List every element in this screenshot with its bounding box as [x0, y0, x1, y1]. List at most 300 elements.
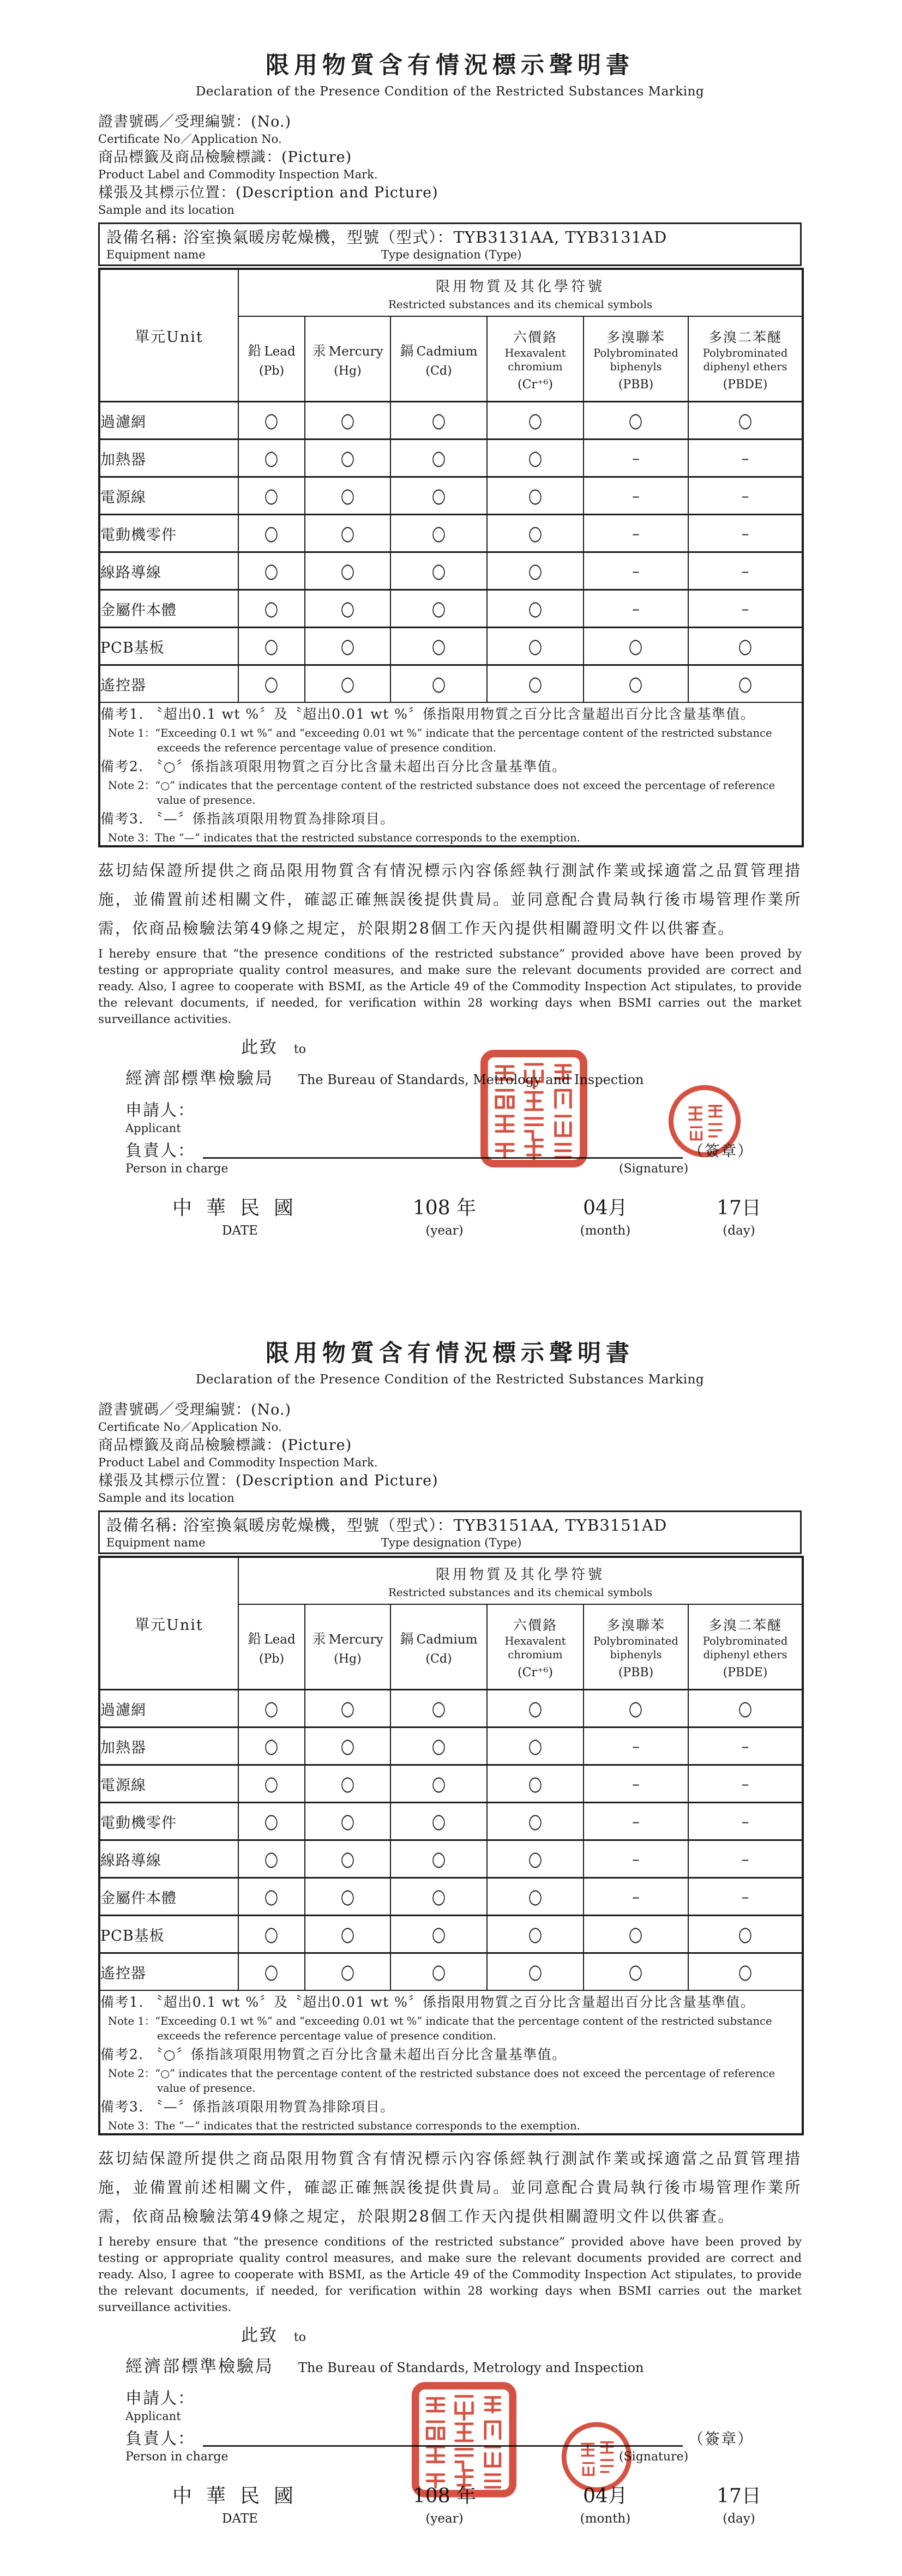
presence-circle-mark: ○	[431, 559, 446, 583]
component-rows	[99, 402, 803, 703]
presence-circle-mark: ○	[431, 1922, 446, 1946]
note-en: Note 1：“Exceeding 0.1 wt %” and “exceeding 0.01 wt %” indicate that the percentage content of the restricted substance exceeds the reference percentage value of presence condition.	[108, 2015, 772, 2042]
presence-circle-mark: ○	[431, 521, 446, 545]
roc-date-block	[125, 2481, 354, 2526]
substance-presence-cell	[688, 1953, 803, 1991]
substance-presence-cell	[584, 665, 688, 703]
substance-column-header	[390, 1604, 487, 1690]
substance-presence-cell	[584, 590, 688, 628]
table-row	[99, 1728, 803, 1765]
to-line	[241, 2321, 802, 2346]
substance-presence-cell	[305, 552, 390, 590]
presence-circle-mark: ○	[340, 597, 355, 621]
exemption-dash-mark: –	[632, 1774, 640, 1793]
bureau-name-zh: 經濟部標準檢驗局	[125, 2357, 274, 2376]
to-en: to	[293, 1043, 306, 1056]
notes-box	[99, 702, 803, 846]
substance-name-en: Mercury	[328, 1632, 383, 1647]
substance-presence-cell	[390, 1953, 487, 1991]
presence-circle-mark: ○	[528, 1960, 543, 1984]
signature-line	[203, 1139, 683, 1159]
table-row	[99, 590, 803, 628]
substance-presence-cell	[305, 590, 390, 628]
person-in-charge-label: 負責人：	[125, 1141, 195, 1160]
presence-circle-mark: ○	[431, 1696, 446, 1720]
round-signature-seal-icon	[666, 1083, 743, 1159]
year-label: (year)	[425, 2512, 464, 2526]
exemption-dash-mark: –	[632, 1737, 640, 1755]
component-name: PCB基板	[99, 628, 238, 665]
substance-symbol: (Pb)	[258, 364, 285, 378]
substances-banner-zh: 限用物質及其化學符號	[435, 278, 605, 295]
year-block	[354, 1193, 534, 1238]
presence-circle-mark: ○	[340, 672, 355, 696]
substance-presence-cell	[487, 402, 584, 440]
equipment-name-and-type: 設備名稱: 浴室換氣暖房乾燥機，型號（型式）：TYB3151AA, TYB3151AD	[106, 1516, 668, 1534]
substance-presence-cell	[688, 402, 803, 440]
substance-presence-cell	[487, 1728, 584, 1765]
exemption-dash-mark: –	[741, 599, 749, 618]
restricted-substances-table	[98, 1556, 804, 2135]
substance-name-en: Polybrominated biphenyls	[593, 346, 678, 373]
note-zh: 備考3. 〝—〞係指該項限用物質為排除項目。	[100, 2099, 395, 2115]
substance-name-en: Polybrominated diphenyl ethers	[702, 346, 788, 373]
presence-circle-mark: ○	[264, 1772, 279, 1796]
presence-circle-mark: ○	[528, 1734, 543, 1758]
substances-banner	[238, 1557, 803, 1604]
table-row	[99, 1765, 803, 1803]
presence-circle-mark: ○	[264, 1960, 279, 1984]
company-seal-stamp-icon	[411, 2373, 517, 2506]
substance-presence-cell	[584, 1916, 688, 1953]
component-name: 線路導線	[99, 1840, 238, 1878]
presence-circle-mark: ○	[340, 1772, 355, 1796]
product-label-label-en: Product Label and Commodity Inspection Mark.	[98, 168, 378, 181]
page-content	[98, 1288, 802, 2526]
substance-presence-cell	[688, 1728, 803, 1765]
substance-symbol: (PBDE)	[723, 377, 768, 392]
substance-presence-cell	[584, 440, 688, 477]
product-label-label: 商品標籤及商品檢驗標識：(Picture)	[98, 1437, 352, 1454]
substance-presence-cell	[487, 628, 584, 665]
sample-location-label: 樣張及其標示位置：(Description and Picture)	[98, 1472, 438, 1489]
substance-presence-cell	[584, 1953, 688, 1991]
substance-presence-cell	[688, 628, 803, 665]
applicant-label: 申請人：	[125, 2389, 195, 2408]
substance-presence-cell	[238, 515, 305, 552]
unit-column-header: 單元Unit	[99, 1557, 238, 1690]
day-label: (day)	[723, 1224, 755, 1238]
date-label: DATE	[222, 1224, 258, 1238]
exemption-dash-mark: –	[741, 1737, 749, 1755]
exemption-dash-mark: –	[741, 562, 749, 580]
exemption-dash-mark: –	[741, 486, 749, 505]
substance-name-zh: 鎘	[400, 342, 414, 359]
equipment-sublabels	[106, 1536, 793, 1550]
table-row	[99, 402, 803, 440]
exemption-dash-mark: –	[741, 1887, 749, 1906]
presence-circle-mark: ○	[340, 1885, 355, 1909]
presence-circle-mark: ○	[340, 1734, 355, 1758]
type-designation-label-en: Type designation (Type)	[381, 1536, 522, 1549]
presence-circle-mark: ○	[528, 1922, 543, 1946]
substance-name-zh: 多溴二苯醚	[708, 329, 782, 345]
presence-circle-mark: ○	[528, 672, 543, 696]
equipment-box	[98, 1510, 802, 1554]
table-row	[99, 1803, 803, 1840]
day-label: (day)	[723, 2512, 755, 2526]
signature-label-en: (Signature)	[619, 2450, 689, 2464]
exemption-dash-mark: –	[741, 524, 749, 543]
exemption-dash-mark: –	[632, 1812, 640, 1831]
substance-symbol: (Cr⁺⁶)	[518, 1665, 553, 1680]
presence-circle-mark: ○	[629, 1960, 643, 1984]
component-name: 電源線	[99, 1765, 238, 1803]
presence-circle-mark: ○	[528, 1847, 543, 1871]
roc-era-label: 中華民國	[172, 1197, 308, 1219]
substance-symbol: (Hg)	[334, 364, 362, 378]
component-name: 過濾網	[99, 1690, 238, 1728]
exemption-dash-mark: –	[632, 1887, 640, 1906]
day-value: 17日	[717, 2485, 761, 2507]
substance-name-en: Hexavalent chromium	[504, 1634, 566, 1661]
substance-name-zh: 汞	[312, 342, 326, 359]
note-en: Note 3：The “—” indicates that the restricted substance corresponds to the exemption.	[108, 832, 580, 844]
product-label-label-en: Product Label and Commodity Inspection Mark.	[98, 1456, 378, 1469]
substance-symbol: (Hg)	[334, 1652, 362, 1666]
substance-presence-cell	[688, 1803, 803, 1840]
day-block	[676, 2481, 802, 2526]
substance-name-zh: 汞	[312, 1630, 326, 1647]
round-signature-seal-icon	[560, 2420, 634, 2494]
substance-name-zh: 多溴二苯醚	[708, 1617, 782, 1633]
presence-circle-mark: ○	[340, 521, 355, 545]
substance-presence-cell	[305, 1878, 390, 1916]
roc-era-label: 中華民國	[172, 2485, 308, 2507]
substance-presence-cell	[688, 665, 803, 703]
substance-presence-cell	[584, 1840, 688, 1878]
presence-circle-mark: ○	[340, 484, 355, 508]
substance-presence-cell	[390, 1765, 487, 1803]
company-seal-stamp-icon	[480, 1049, 588, 1168]
component-name: 加熱器	[99, 440, 238, 477]
presence-circle-mark: ○	[629, 1696, 643, 1720]
component-name: 遙控器	[99, 665, 238, 703]
component-name: 過濾網	[99, 402, 238, 440]
presence-circle-mark: ○	[629, 672, 643, 696]
presence-circle-mark: ○	[340, 1809, 355, 1833]
month-value: 04月	[583, 1197, 628, 1219]
substance-name-zh: 鉛	[248, 1630, 262, 1647]
component-rows	[99, 1690, 803, 1991]
meta-section	[98, 113, 802, 218]
component-name: 金屬件本體	[99, 1878, 238, 1916]
presence-circle-mark: ○	[340, 446, 355, 470]
notes-box	[99, 1990, 803, 2134]
substance-presence-cell	[390, 402, 487, 440]
exemption-dash-mark: –	[632, 486, 640, 505]
presence-circle-mark: ○	[264, 1922, 279, 1946]
substance-presence-cell	[487, 1878, 584, 1916]
substance-presence-cell	[238, 1728, 305, 1765]
presence-circle-mark: ○	[264, 1847, 279, 1871]
presence-circle-mark: ○	[528, 1772, 543, 1796]
substance-presence-cell	[487, 1916, 584, 1953]
substance-presence-cell	[238, 628, 305, 665]
table-row	[99, 1878, 803, 1916]
substance-presence-cell	[487, 590, 584, 628]
exemption-dash-mark: –	[741, 1774, 749, 1793]
declaration-paragraph-en: I hereby ensure that “the presence conditions of the restricted substance” provided above have been proved by testing or appropriate quality control measures, and make sure the relevant documents provided are correct and ready. Also, I agree to cooperate with BSMI, as the Article 49 of the Commodity Inspection Act stipulates, to provide the relevant documents, if needed, for verification within 28 working days when BSMI carries out the market surveillance activities.	[98, 947, 802, 1026]
sample-location-label-en: Sample and its location	[98, 1491, 234, 1504]
table-row	[99, 440, 803, 477]
substance-column-header	[238, 1604, 305, 1690]
substance-presence-cell	[688, 1765, 803, 1803]
presence-circle-mark: ○	[431, 597, 446, 621]
declaration-page-2	[0, 1288, 902, 2576]
substance-presence-cell	[390, 552, 487, 590]
presence-circle-mark: ○	[264, 1696, 279, 1720]
page-subtitle: Declaration of the Presence Condition of the Restricted Substances Marking	[195, 85, 705, 99]
substance-name-en: Cadmium	[416, 344, 478, 359]
substance-name-en: Cadmium	[416, 1632, 478, 1647]
year-value: 108 年	[412, 2485, 477, 2507]
bureau-name-zh: 經濟部標準檢驗局	[125, 1069, 274, 1088]
table-row	[99, 628, 803, 665]
substance-name-en: Polybrominated diphenyl ethers	[702, 1634, 788, 1661]
signature-sublabels	[125, 1162, 802, 1178]
meta-section	[98, 1401, 802, 1506]
presence-circle-mark: ○	[431, 672, 446, 696]
substance-presence-cell	[305, 665, 390, 703]
substance-name-zh: 六價鉻	[513, 329, 557, 345]
substance-column-header	[487, 1604, 584, 1690]
presence-circle-mark: ○	[431, 1734, 446, 1758]
type-designation-label-en: Type designation (Type)	[381, 248, 522, 261]
presence-circle-mark: ○	[738, 672, 753, 696]
substance-column-header	[390, 316, 487, 402]
presence-circle-mark: ○	[431, 1809, 446, 1833]
substances-banner-en: Restricted substances and its chemical symbols	[388, 297, 653, 311]
applicant-label-en: Applicant	[125, 1122, 181, 1135]
substance-column-header	[305, 1604, 390, 1690]
equipment-box	[98, 222, 802, 266]
presence-circle-mark: ○	[528, 597, 543, 621]
equipment-name-label-en: Equipment name	[106, 1536, 206, 1549]
substance-presence-cell	[238, 477, 305, 515]
substance-presence-cell	[584, 515, 688, 552]
presence-circle-mark: ○	[340, 1922, 355, 1946]
substance-column-header	[584, 1604, 688, 1690]
substance-presence-cell	[238, 590, 305, 628]
note-zh: 備考3. 〝—〞係指該項限用物質為排除項目。	[100, 811, 395, 827]
exemption-dash-mark: –	[632, 449, 640, 467]
substances-banner-zh: 限用物質及其化學符號	[435, 1566, 605, 1583]
seal-here-label: （簽章）	[688, 1142, 754, 1160]
presence-circle-mark: ○	[431, 1847, 446, 1871]
table-row	[99, 1953, 803, 1991]
substance-name-zh: 多溴聯苯	[606, 1617, 665, 1633]
substance-presence-cell	[584, 1765, 688, 1803]
presence-circle-mark: ○	[264, 672, 279, 696]
substance-presence-cell	[238, 1878, 305, 1916]
substance-presence-cell	[305, 515, 390, 552]
substance-name-zh: 六價鉻	[513, 1617, 557, 1633]
substance-presence-cell	[238, 1840, 305, 1878]
substance-symbol: (Pb)	[258, 1652, 285, 1666]
substance-presence-cell	[487, 552, 584, 590]
presence-circle-mark: ○	[528, 408, 543, 432]
presence-circle-mark: ○	[629, 1922, 643, 1946]
substance-presence-cell	[390, 515, 487, 552]
substance-column-header	[688, 316, 803, 402]
substance-name-en: Hexavalent chromium	[504, 346, 566, 373]
substance-presence-cell	[688, 477, 803, 515]
presence-circle-mark: ○	[431, 446, 446, 470]
component-name: 加熱器	[99, 1728, 238, 1765]
presence-circle-mark: ○	[264, 446, 279, 470]
substances-banner-en: Restricted substances and its chemical symbols	[388, 1585, 653, 1599]
presence-circle-mark: ○	[340, 634, 355, 658]
note-zh: 備考2. 〝○〞係指該項限用物質之百分比含量未超出百分比含量基準值。	[100, 759, 567, 774]
restricted-substances-table	[98, 268, 804, 847]
page-title: 限用物質含有情況標示聲明書	[266, 52, 634, 79]
substance-presence-cell	[584, 1803, 688, 1840]
page-subtitle: Declaration of the Presence Condition of the Restricted Substances Marking	[195, 1373, 705, 1387]
presence-circle-mark: ○	[528, 1809, 543, 1833]
presence-circle-mark: ○	[629, 634, 643, 658]
note-en: Note 1：“Exceeding 0.1 wt %” and “exceeding 0.01 wt %” indicate that the percentage content of the restricted substance exceeds the reference percentage value of presence condition.	[108, 727, 772, 754]
presence-circle-mark: ○	[528, 521, 543, 545]
note-en: Note 2：“○” indicates that the percentage content of the restricted substance does not exceed the percentage of reference value of presence.	[108, 779, 775, 806]
exemption-dash-mark: –	[741, 449, 749, 467]
presence-circle-mark: ○	[738, 1960, 753, 1984]
presence-circle-mark: ○	[738, 1922, 753, 1946]
substance-presence-cell	[584, 402, 688, 440]
person-in-charge-label-en: Person in charge	[125, 1162, 228, 1176]
presence-circle-mark: ○	[264, 597, 279, 621]
declaration-paragraph-en: I hereby ensure that “the presence conditions of the restricted substance” provided above have been proved by testing or appropriate quality control measures, and make sure the relevant documents provided are correct and ready. Also, I agree to cooperate with BSMI, as the Article 49 of the Commodity Inspection Act stipulates, to provide the relevant documents, if needed, for verification within 28 working days when BSMI carries out the market surveillance activities.	[98, 2235, 802, 2314]
sample-location-label: 樣張及其標示位置：(Description and Picture)	[98, 184, 438, 201]
certificate-number-label: 證書號碼／受理編號：(No.)	[98, 1401, 292, 1418]
substance-presence-cell	[238, 665, 305, 703]
declaration-paragraph-zh: 茲切結保證所提供之商品限用物質含有情況標示內容係經執行測試作業或採適當之品質管理措施，並備置前述相關文件，確認正確無誤後提供貴局。並同意配合貴局執行後市場管理作業所需，依商品檢驗法第49條之規定，於限期28個工作天內提供相關證明文件以供審查。	[98, 2150, 802, 2225]
bureau-name-en: The Bureau of Standards, Metrology and Inspection	[298, 1072, 644, 1087]
presence-circle-mark: ○	[431, 634, 446, 658]
substance-column-header	[305, 316, 390, 402]
substance-presence-cell	[584, 1878, 688, 1916]
presence-circle-mark: ○	[264, 1734, 279, 1758]
substance-presence-cell	[688, 1916, 803, 1953]
presence-circle-mark: ○	[528, 1885, 543, 1909]
substance-symbol: (PBB)	[618, 1665, 654, 1680]
substance-name-en: Lead	[264, 1632, 296, 1647]
to-en: to	[293, 2331, 306, 2344]
substance-presence-cell	[390, 590, 487, 628]
presence-circle-mark: ○	[340, 1696, 355, 1720]
substance-presence-cell	[390, 477, 487, 515]
substance-presence-cell	[487, 1840, 584, 1878]
substance-presence-cell	[305, 477, 390, 515]
substance-presence-cell	[238, 1916, 305, 1953]
substance-presence-cell	[487, 440, 584, 477]
presence-circle-mark: ○	[340, 1847, 355, 1871]
product-label-label: 商品標籤及商品檢驗標識：(Picture)	[98, 149, 352, 166]
exemption-dash-mark: –	[632, 1850, 640, 1868]
exemption-dash-mark: –	[741, 1812, 749, 1831]
component-name: 電動機零件	[99, 515, 238, 552]
substance-presence-cell	[487, 1953, 584, 1991]
substance-name-zh: 多溴聯苯	[606, 329, 665, 345]
certificate-number-label: 證書號碼／受理編號：(No.)	[98, 113, 292, 130]
substance-presence-cell	[688, 1878, 803, 1916]
note-en: Note 2：“○” indicates that the percentage content of the restricted substance does not exceed the percentage of reference value of presence.	[108, 2067, 775, 2094]
presence-circle-mark: ○	[431, 1772, 446, 1796]
substance-presence-cell	[305, 628, 390, 665]
presence-circle-mark: ○	[340, 1960, 355, 1984]
presence-circle-mark: ○	[528, 484, 543, 508]
substance-presence-cell	[487, 665, 584, 703]
substance-presence-cell	[305, 1690, 390, 1728]
substance-presence-cell	[390, 1690, 487, 1728]
substance-column-header	[487, 316, 584, 402]
presence-circle-mark: ○	[528, 1696, 543, 1720]
presence-circle-mark: ○	[340, 559, 355, 583]
substance-presence-cell	[487, 1765, 584, 1803]
substance-name-en: Polybrominated biphenyls	[593, 1634, 678, 1661]
presence-circle-mark: ○	[264, 634, 279, 658]
substance-presence-cell	[390, 1916, 487, 1953]
presence-circle-mark: ○	[340, 408, 355, 432]
person-in-charge-label-en: Person in charge	[125, 2450, 228, 2464]
presence-circle-mark: ○	[431, 484, 446, 508]
component-name: 電動機零件	[99, 1803, 238, 1840]
substance-name-en: Lead	[264, 344, 296, 359]
presence-circle-mark: ○	[264, 1885, 279, 1909]
substance-presence-cell	[305, 1916, 390, 1953]
presence-circle-mark: ○	[431, 408, 446, 432]
bureau-name-en: The Bureau of Standards, Metrology and Inspection	[298, 2360, 644, 2375]
month-label: (month)	[580, 1224, 631, 1238]
day-value: 17日	[717, 1197, 761, 1219]
substance-presence-cell	[238, 402, 305, 440]
substance-symbol: (PBDE)	[723, 1665, 768, 1680]
exemption-dash-mark: –	[632, 524, 640, 543]
month-value: 04月	[583, 2485, 628, 2507]
substance-presence-cell	[238, 1803, 305, 1840]
certificate-number-label-en: Certificate No／Application No.	[98, 133, 282, 146]
exemption-dash-mark: –	[741, 1850, 749, 1868]
applicant-label: 申請人：	[125, 1101, 195, 1120]
substance-presence-cell	[688, 552, 803, 590]
presence-circle-mark: ○	[264, 408, 279, 432]
substance-presence-cell	[305, 402, 390, 440]
substance-presence-cell	[390, 1728, 487, 1765]
presence-circle-mark: ○	[738, 408, 753, 432]
substance-presence-cell	[390, 628, 487, 665]
substance-column-header	[584, 316, 688, 402]
substance-presence-cell	[487, 515, 584, 552]
presence-circle-mark: ○	[738, 634, 753, 658]
exemption-dash-mark: –	[632, 599, 640, 618]
year-label: (year)	[425, 1224, 464, 1238]
seal-here-label: （簽章）	[688, 2430, 754, 2448]
substance-presence-cell	[305, 1840, 390, 1878]
substance-presence-cell	[305, 440, 390, 477]
to-zh: 此致	[241, 1038, 278, 1057]
substance-presence-cell	[305, 1765, 390, 1803]
substance-presence-cell	[238, 552, 305, 590]
